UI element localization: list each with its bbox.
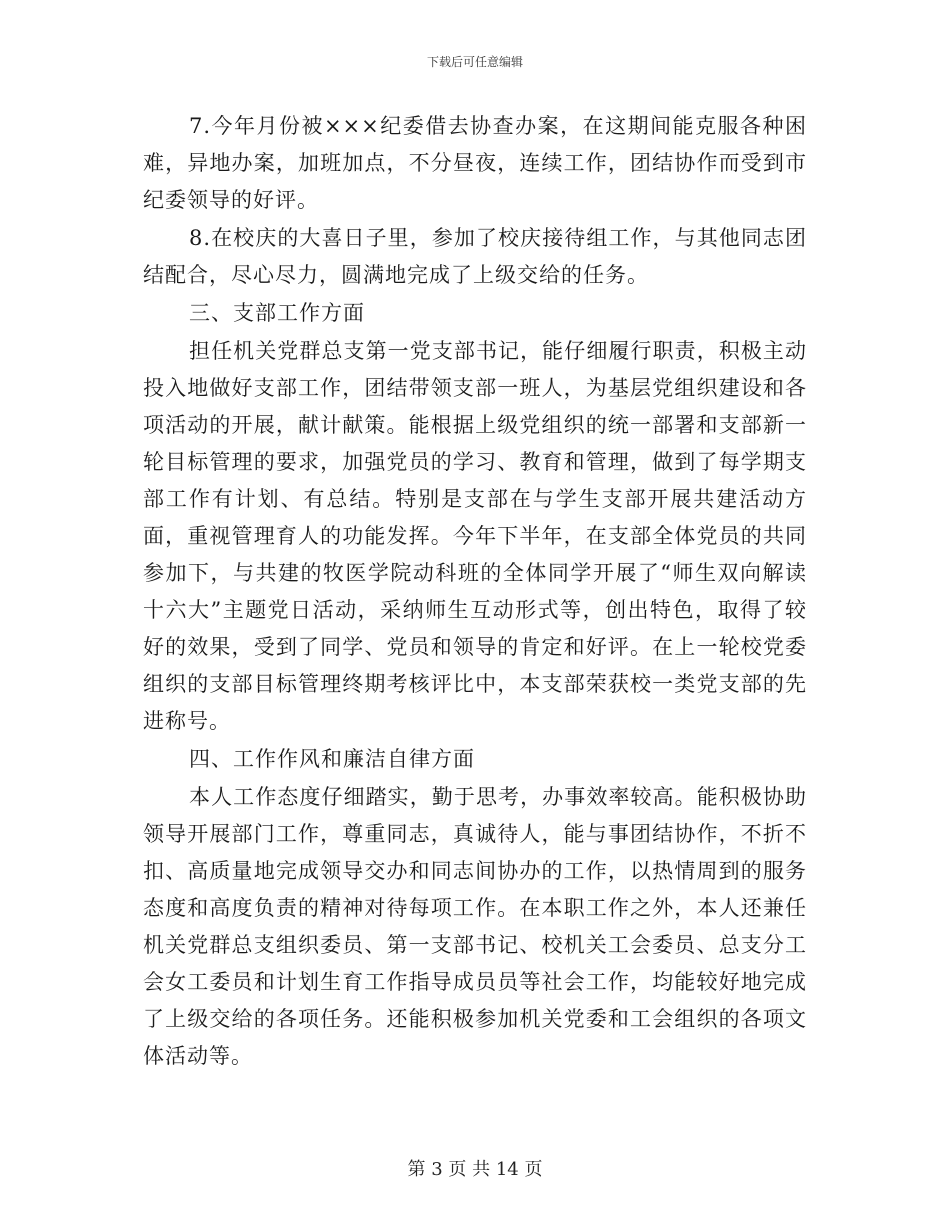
- paragraph-branch-work: 担任机关党群总支第一党支部书记，能仔细履行职责，积极主动投入地做好支部工作，团结带领支部一班人，为基层党组织建设和各项活动的开展，献计献策。能根据上级党组织的统一部署和支部新一轮目标管理的要求，加强党员的学习、教育和管理，做到了每学期支部工作有计划、有总结。特别是支部在与学生支部开展共建活动方面，重视管理育人的功能发挥。今年下半年，在支部全体党员的共同参加下，与共建的牧医学院动科班的全体同学开展了“师生双向解读十六大”主题党日活动，采纳师生互动形式等，创出特色，取得了较好的效果，受到了同学、党员和领导的肯定和好评。在上一轮校党委组织的支部目标管理终期考核评比中，本支部荣获校一类党支部的先进称号。: [143, 339, 807, 733]
- page-header-note: 下载后可任意编辑: [426, 55, 523, 69]
- paragraph-item-7: 7.今年月份被×××纪委借去协查办案，在这期间能克服各种困难，异地办案，加班加点，不分昼夜，连续工作，团结协作而受到市纪委领导的好评。: [143, 114, 807, 212]
- document-body: [143, 108, 807, 1076]
- paragraph-work-style: 本人工作态度仔细踏实，勤于思考，办事效率较高。能积极协助领导开展部门工作，尊重同志，真诚待人，能与事团结协作，不折不扣、高质量地完成领导交办和同志间协办的工作，以热情周到的服务态度和高度负责的精神对待每项工作。在本职工作之外，本人还兼任机关党群总支组织委员、第一支部书记、校机关工会委员、总支分工会女工委员和计划生育工作指导成员员等社会工作，均能较好地完成了上级交给的各项任务。还能积极参加机关党委和工会组织的各项文体活动等。: [143, 785, 807, 1068]
- section-heading-4: 四、工作作风和廉洁自律方面: [189, 747, 475, 771]
- paragraph-item-8: 8.在校庆的大喜日子里，参加了校庆接待组工作，与其他同志团结配合，尽心尽力，圆满地完成了上级交给的任务。: [143, 226, 807, 287]
- section-heading-3: 三、支部工作方面: [189, 301, 365, 325]
- page-footer: 第 3 页 共 14 页: [407, 1159, 543, 1180]
